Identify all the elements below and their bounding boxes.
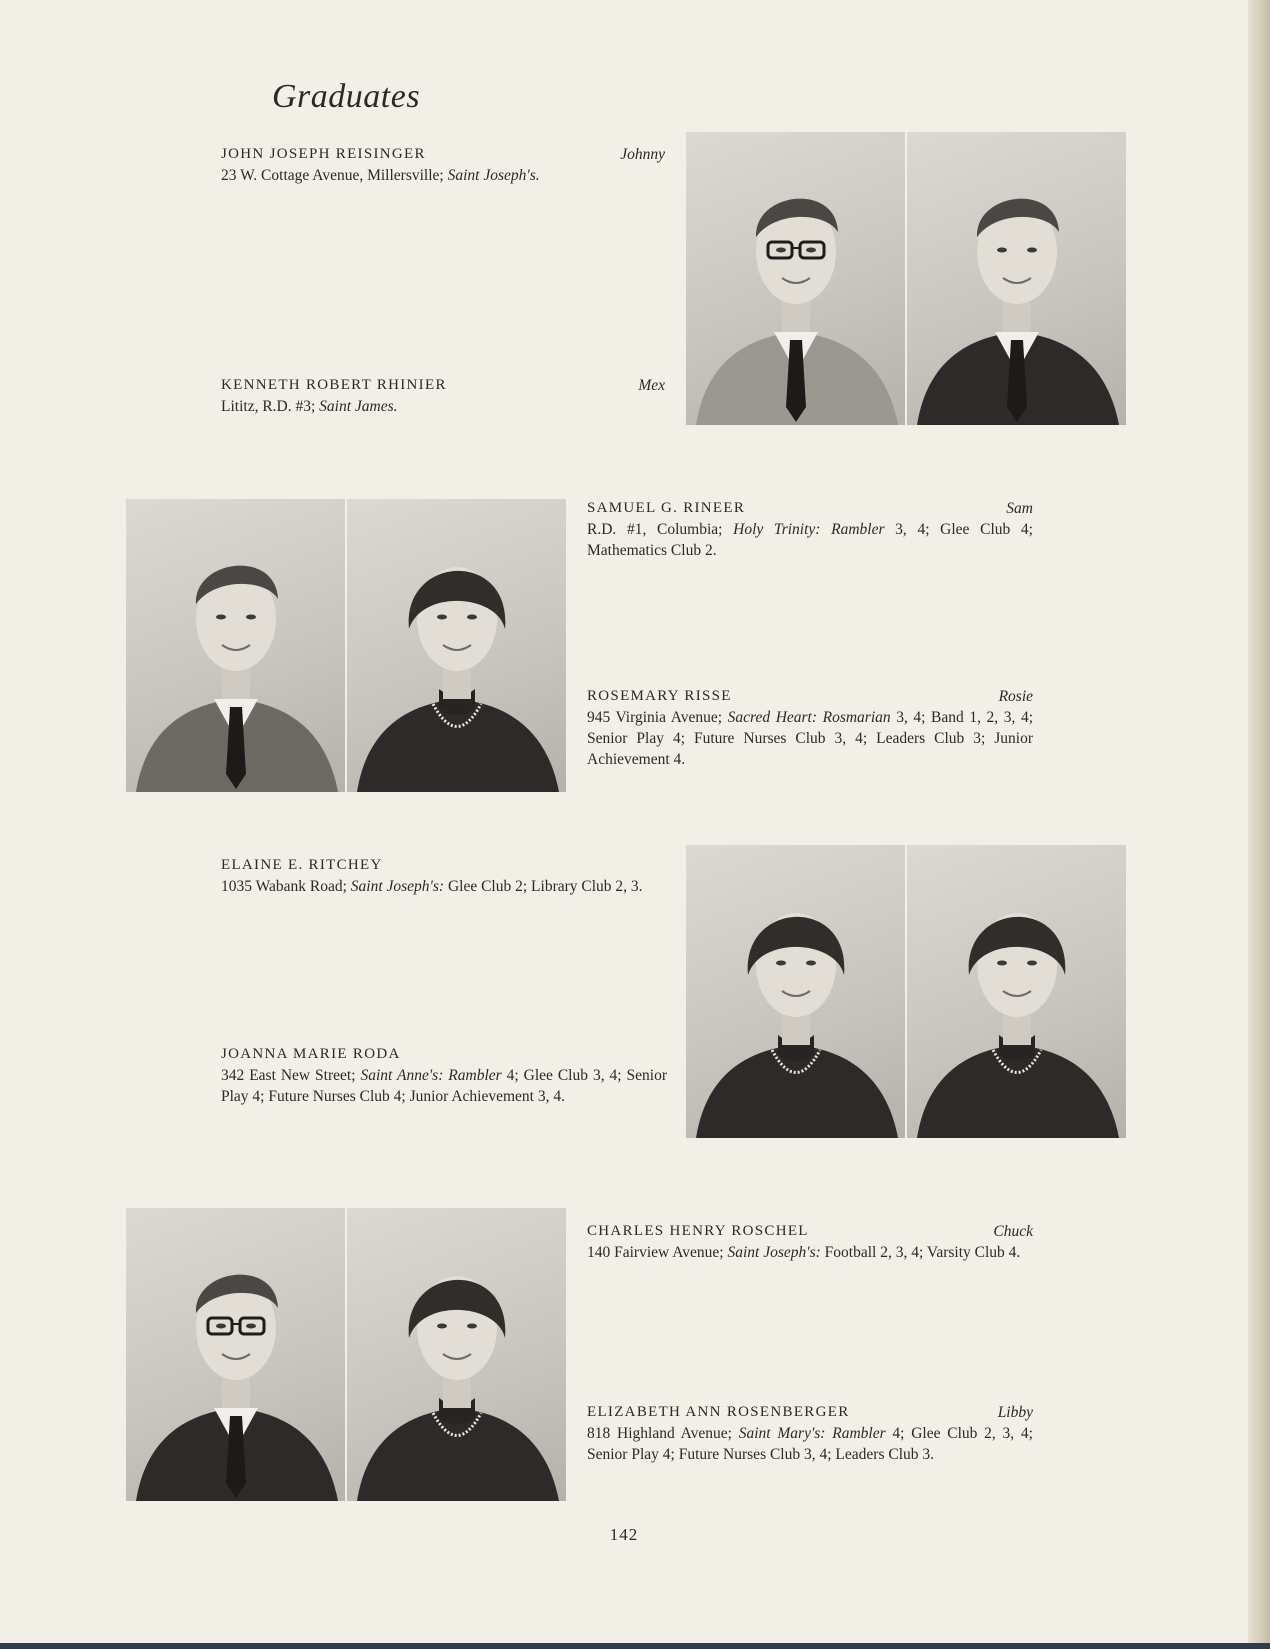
portrait-photo: [126, 1208, 345, 1501]
detail-text: 1035 Wabank Road;: [221, 878, 351, 895]
detail-text: 140 Fairview Avenue;: [587, 1244, 728, 1261]
detail-text: Glee Club 2; Library Club 2, 3.: [444, 878, 643, 895]
section-title: Graduates: [272, 78, 421, 115]
graduate-entry: [587, 1402, 1033, 1465]
detail-text: 4; Glee Club 3, 4; Senior Play 4; Future Nurses Club 4; Junior Achievement 3, 4.: [221, 1067, 667, 1105]
graduate-entry: [587, 686, 1033, 770]
graduate-name: SAMUEL G. RINEER: [587, 500, 746, 516]
portrait-photo: [347, 499, 566, 792]
portrait-photo: [686, 845, 905, 1138]
portrait-silhouette: [907, 132, 1126, 425]
portrait-photo: [126, 499, 345, 792]
school-affiliation: Saint James.: [319, 398, 398, 415]
school-affiliation: Saint Joseph's.: [447, 167, 540, 184]
entry-header: [221, 144, 665, 165]
portrait-silhouette: [347, 1208, 566, 1501]
portrait-pair: [126, 1208, 566, 1501]
graduate-details: [587, 707, 1033, 770]
detail-text: 4; Glee Club 2, 3, 4; Senior Play 4; Future Nurses Club 3, 4; Leaders Club 3.: [587, 1425, 1033, 1463]
graduate-nickname: Mex: [638, 377, 665, 394]
graduate-nickname: Rosie: [998, 688, 1033, 705]
entry-header: [587, 686, 1033, 707]
entry-header: [221, 375, 665, 396]
portrait-photo: [907, 132, 1126, 425]
school-affiliation: Saint Joseph's:: [350, 878, 445, 895]
detail-text: Football 2, 3, 4; Varsity Club 4.: [820, 1244, 1021, 1261]
entry-header: [587, 1402, 1033, 1423]
graduate-name: ROSEMARY RISSE: [587, 688, 732, 704]
graduate-entry: [221, 855, 667, 897]
entry-header: [221, 1044, 667, 1065]
graduate-name: ELIZABETH ANN ROSENBERGER: [587, 1404, 850, 1420]
school-affiliation: Saint Anne's: Rambler: [360, 1067, 502, 1084]
portrait-photo: [907, 845, 1126, 1138]
portrait-pair: [686, 845, 1126, 1138]
detail-text: R.D. #1, Columbia;: [587, 521, 734, 538]
graduate-details: [587, 519, 1033, 561]
graduate-nickname: Libby: [997, 1404, 1033, 1421]
graduate-details: [587, 1423, 1033, 1465]
graduate-entry: [587, 1221, 1033, 1263]
graduate-details: [587, 1242, 1033, 1263]
scan-edge: [0, 1643, 1270, 1649]
school-affiliation: Holy Trinity: Rambler: [733, 521, 885, 538]
portrait-silhouette: [126, 499, 345, 792]
graduate-entry: [221, 144, 665, 186]
graduate-name: CHARLES HENRY ROSCHEL: [587, 1223, 809, 1239]
portrait-photo: [347, 1208, 566, 1501]
entry-header: [221, 855, 667, 876]
portrait-silhouette: [686, 132, 905, 425]
graduate-entry: [221, 1044, 667, 1107]
detail-text: 342 East New Street;: [221, 1067, 361, 1084]
portrait-pair: [686, 132, 1126, 425]
page-number: 142: [609, 1525, 639, 1544]
portrait-silhouette: [686, 845, 905, 1138]
portrait-silhouette: [126, 1208, 345, 1501]
portrait-silhouette: [907, 845, 1126, 1138]
graduate-name: JOHN JOSEPH REISINGER: [221, 146, 426, 162]
graduate-details: [221, 165, 665, 186]
detail-text: Lititz, R.D. #3;: [221, 398, 320, 415]
graduate-name: JOANNA MARIE RODA: [221, 1046, 401, 1062]
portrait-photo: [686, 132, 905, 425]
graduate-name: KENNETH ROBERT RHINIER: [221, 377, 447, 393]
detail-text: 3, 4; Band 1, 2, 3, 4; Senior Play 4; Future Nurses Club 3, 4; Leaders Club 3; Junior Achievement 4.: [587, 709, 1034, 768]
detail-text: 23 W. Cottage Avenue, Millersville;: [221, 167, 448, 184]
graduate-details: [221, 396, 665, 417]
entry-header: [587, 498, 1033, 519]
book-spine: [1248, 0, 1270, 1649]
portrait-pair: [126, 499, 566, 792]
graduate-nickname: Johnny: [620, 146, 665, 163]
graduate-nickname: Sam: [1006, 500, 1033, 517]
graduate-details: [221, 876, 667, 897]
graduate-entry: [221, 375, 665, 417]
portrait-silhouette: [347, 499, 566, 792]
school-affiliation: Sacred Heart: Rosmarian: [727, 709, 891, 726]
school-affiliation: Saint Joseph's:: [727, 1244, 821, 1261]
graduate-nickname: Chuck: [993, 1223, 1033, 1240]
graduate-entry: [587, 498, 1033, 561]
detail-text: 3, 4; Glee Club 4; Mathematics Club 2.: [587, 521, 1033, 559]
school-affiliation: Saint Mary's: Rambler: [738, 1425, 886, 1442]
graduate-details: [221, 1065, 667, 1107]
graduate-name: ELAINE E. RITCHEY: [221, 857, 383, 873]
entry-header: [587, 1221, 1033, 1242]
detail-text: 818 Highland Avenue;: [587, 1425, 739, 1442]
detail-text: 945 Virginia Avenue;: [587, 709, 728, 726]
